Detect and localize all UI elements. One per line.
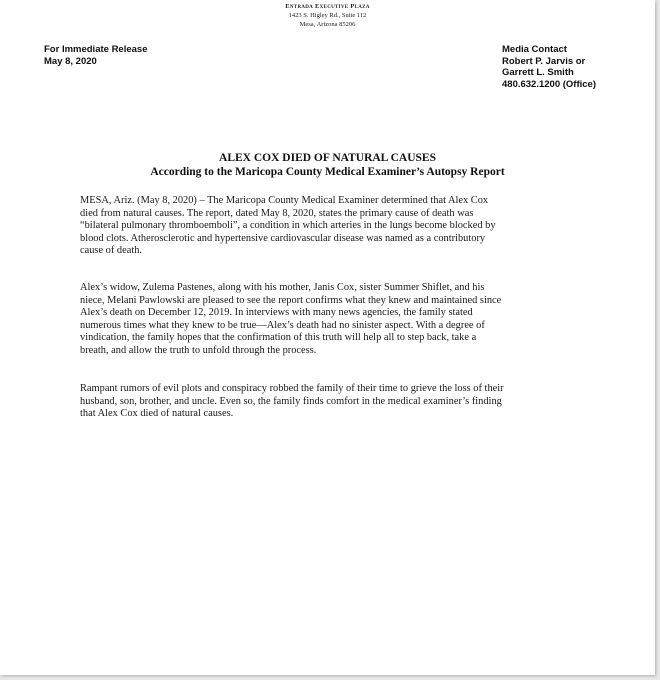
- paragraph-1: [80, 195, 590, 258]
- paragraph-line: died from natural causes. The report, dated May 8, 2020, states the primary cause of death was: [80, 207, 474, 219]
- release-label: For Immediate Release: [44, 44, 148, 55]
- paragraph-line: cause of death.: [80, 245, 143, 257]
- paragraph-line: blood clots. Atherosclerotic and hypertensive cardiovascular disease was named as a contributory: [80, 232, 486, 244]
- paragraph-2: [80, 282, 590, 358]
- letterhead: [0, 2, 655, 29]
- release-info: [44, 44, 148, 68]
- paragraph-line: vindication, the family hopes that the confirmation of this truth will help all to step back, take a: [80, 332, 477, 344]
- headline-title: ALEX COX DIED OF NATURAL CAUSES: [219, 152, 436, 164]
- paragraph-line: Alex’s death on December 12, 2019. In interviews with many news agencies, the family stated: [80, 307, 473, 319]
- headline: [0, 151, 655, 179]
- headline-subtitle: According to the Maricopa County Medical Examiner’s Autopsy Report: [150, 166, 505, 178]
- release-date: May 8, 2020: [44, 56, 97, 67]
- letterhead-street: 1423 S. Higley Rd., Suite 112: [288, 12, 367, 19]
- contact-name-1: Robert P. Jarvis or: [502, 55, 586, 67]
- paragraph-line: MESA, Ariz. (May 8, 2020) – The Maricopa County Medical Examiner determined that Alex Cox: [80, 195, 489, 206]
- paragraph-line: Rampant rumors of evil plots and conspiracy robbed the family of their time to grieve the loss of their: [80, 383, 504, 394]
- paragraph-line: husband, son, brother, and uncle. Even so, the family finds comfort in the medical examiner’s finding: [80, 395, 502, 407]
- paragraph-line: Alex’s widow, Zulema Pastenes, along with his mother, Janis Cox, sister Summer Shiflet, and his: [80, 282, 485, 293]
- contact-name-2: Garrett L. Smith: [502, 67, 574, 78]
- contact-label: Media Contact: [502, 44, 567, 55]
- paragraph-line: numerous times what they knew to be true—Alex’s death had no sinister aspect. With a degree of: [80, 319, 485, 331]
- paragraph-3: [80, 383, 590, 421]
- media-contact: [502, 44, 596, 90]
- letterhead-city: Mesa, Arizona 85206: [299, 21, 356, 28]
- paragraph-line: “bilateral pulmonary thromboemboli”, a condition in which arteries in the lungs become blocked by: [80, 220, 496, 232]
- paragraph-line: breath, and allow the truth to unfold through the process.: [80, 344, 317, 356]
- contact-phone: 480.632.1200 (Office): [502, 78, 597, 90]
- paragraph-line: that Alex Cox died of natural causes.: [80, 408, 234, 420]
- paragraph-line: niece, Melani Pawlowski are pleased to see the report confirms what they knew and maintained since: [80, 294, 502, 306]
- letterhead-name: Entrada Executive Plaza: [285, 3, 370, 10]
